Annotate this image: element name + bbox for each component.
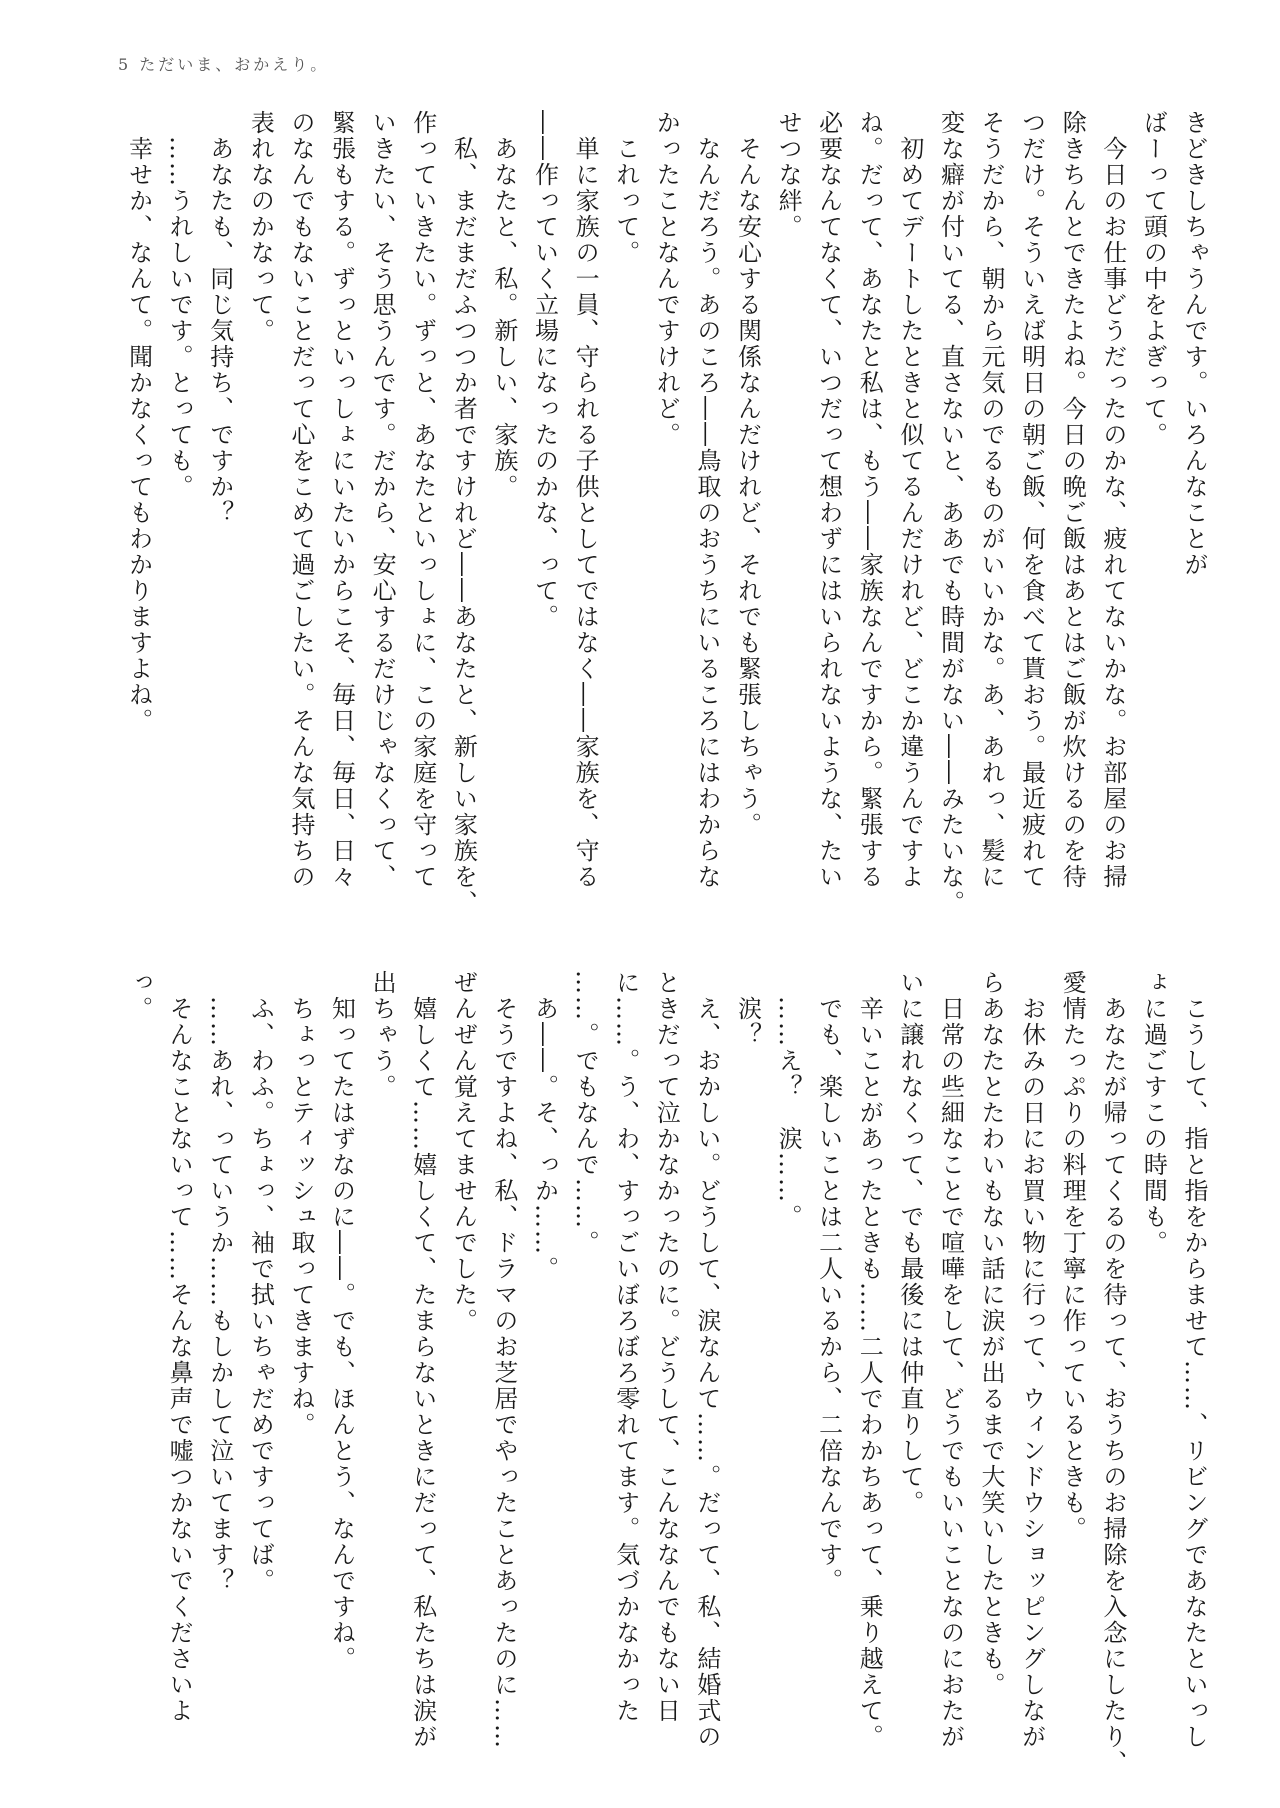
text-column: 作っていきたい。ずっと、あなたといっしょに、この家庭を守って [408,110,437,890]
text-column: 緊張もする。ずっといっしょにいたいからこそ、毎日、毎日、日々 [327,110,356,890]
text-column: あ――。そ、っか……。 [530,970,559,1282]
text-column: ぜんぜん覚えてませんでした。 [449,970,478,1334]
text-column: ……うれしいです。とっても。 [165,110,194,500]
text-column: お休みの日にお買い物に行って、ウィンドウショッピングしなが [1017,970,1046,1750]
text-column: ょに過ごすこの時間も。 [1139,970,1168,1256]
text-column: ――作っていく立場になったのかな、って。 [530,110,559,630]
text-column: 除きちんとできたよね。今日の晩ご飯はあとはご飯が炊けるのを待 [1058,110,1087,890]
text-column: 知ってたはずなのに――。でも、ほんとう、なんですね。 [327,970,356,1672]
text-column: あなたと、私。新しい、家族。 [489,110,518,500]
text-column: でも、楽しいことは二人いるから、二倍なんです。 [814,970,843,1594]
text-column: に……。う、わ、すっごいぼろぼろ零れてます。気づかなかった [611,970,640,1724]
text-column: 出ちゃう。 [368,970,397,1100]
running-header [118,52,329,75]
text-column: らあなたとたわいもない話に涙が出るまで大笑いしたときも。 [977,970,1006,1698]
page-number: 5 [118,55,132,74]
text-column: 日常の些細なことで喧嘩をして、どうでもいいことなのにおたが [936,970,965,1750]
text-column: 幸せか、なんて。聞かなくってもわかりますよね。 [124,110,153,734]
text-column: ときだって泣かなかったのに。どうして、こんななんでもない日 [652,970,681,1724]
text-column: きどきしちゃうんです。いろんなことが [1180,110,1208,578]
text-column: 私、まだまだふつつか者ですけれど――あなたと、新しい家族を、 [449,110,478,916]
text-column: いきたい、そう思うんです。だから、安心するだけじゃなくって、 [368,110,397,890]
text-column: そんな安心する関係なんだけれど、それでも緊張しちゃう。 [733,110,762,838]
text-column: 変な癖が付いてる、直さないと、ああでも時間がない――みたいな。 [936,110,965,916]
text-column: 必要なんてなくて、いつだって想わずにはいられないような、たい [814,110,843,890]
text-column: なんだろう。あのころ――鳥取のおうちにいるころにはわからな [692,110,721,890]
text-column: 初めてデートしたときと似てるんだけれど、どこか違うんですよ [895,110,924,890]
text-column: ふ、わふ。ちょっ、袖で拭いちゃだめですってば。 [246,970,275,1594]
text-column: これって。 [611,110,640,266]
text-column: 愛情たっぷりの料理を丁寧に作っているときも。 [1058,970,1087,1542]
text-column: いに譲れなくって、でも最後には仲直りして。 [895,970,924,1516]
text-column: のなんでもないことだって心をこめて過ごしたい。そんな気持ちの [286,110,315,890]
text-column: 表れなのかなって。 [246,110,275,344]
text-column: ……あれ、っていうか……もしかして泣いてます？ [205,970,234,1594]
text-column: あなたも、同じ気持ち、ですか？ [205,110,234,526]
text-column: かったことなんですけれど。 [652,110,681,448]
text-column: ばーって頭の中をよぎって。 [1139,110,1168,448]
text-column: 涙？ [733,970,762,1048]
chapter-title: ただいま、おかえり。 [139,55,330,74]
text-column: ね。だって、あなたと私は、もう――家族なんですから。緊張する [855,110,884,890]
text-column: そうだから、朝から元気のでるものがいいかな。あ、あれっ、髪に [977,110,1006,890]
text-column: せつな絆。 [774,110,803,240]
text-column: 今日のお仕事どうだったのかな、疲れてないかな。お部屋のお掃 [1098,110,1127,890]
text-column: つだけ。そういえば明日の朝ご飯、何を食べて貰おう。最近疲れて [1017,110,1046,890]
text-column: そうですよね、私、ドラマのお芝居でやったことあったのに…… [489,970,518,1750]
text-column: っ。 [124,970,153,1022]
text-column: ちょっとティッシュ取ってきますね。 [286,970,315,1438]
bottom-text-block [114,970,1214,1780]
text-column: あなたが帰ってくるのを待って、おうちのお掃除を入念にしたり、 [1098,970,1127,1776]
top-text-block [114,110,1214,920]
text-column: 辛いことがあったときも……二人でわかちあって、乗り越えて。 [855,970,884,1750]
text-column: こうして、指と指をからませて……、リビングであなたといっし [1180,970,1208,1750]
text-column: ……え？ 涙……。 [774,970,803,1230]
text-column: そんなことないって……そんな鼻声で嘘つかないでくださいよ [165,970,194,1724]
text-column: ……。でもなんで……。 [571,970,600,1256]
text-column: 単に家族の一員、守られる子供としてではなく――家族を、守る [571,110,600,890]
text-column: 嬉しくて……嬉しくて、たまらないときにだって、私たちは涙が [408,970,437,1750]
text-column: え、おかしい。どうして、涙なんて……。だって、私、結婚式の [692,970,721,1750]
